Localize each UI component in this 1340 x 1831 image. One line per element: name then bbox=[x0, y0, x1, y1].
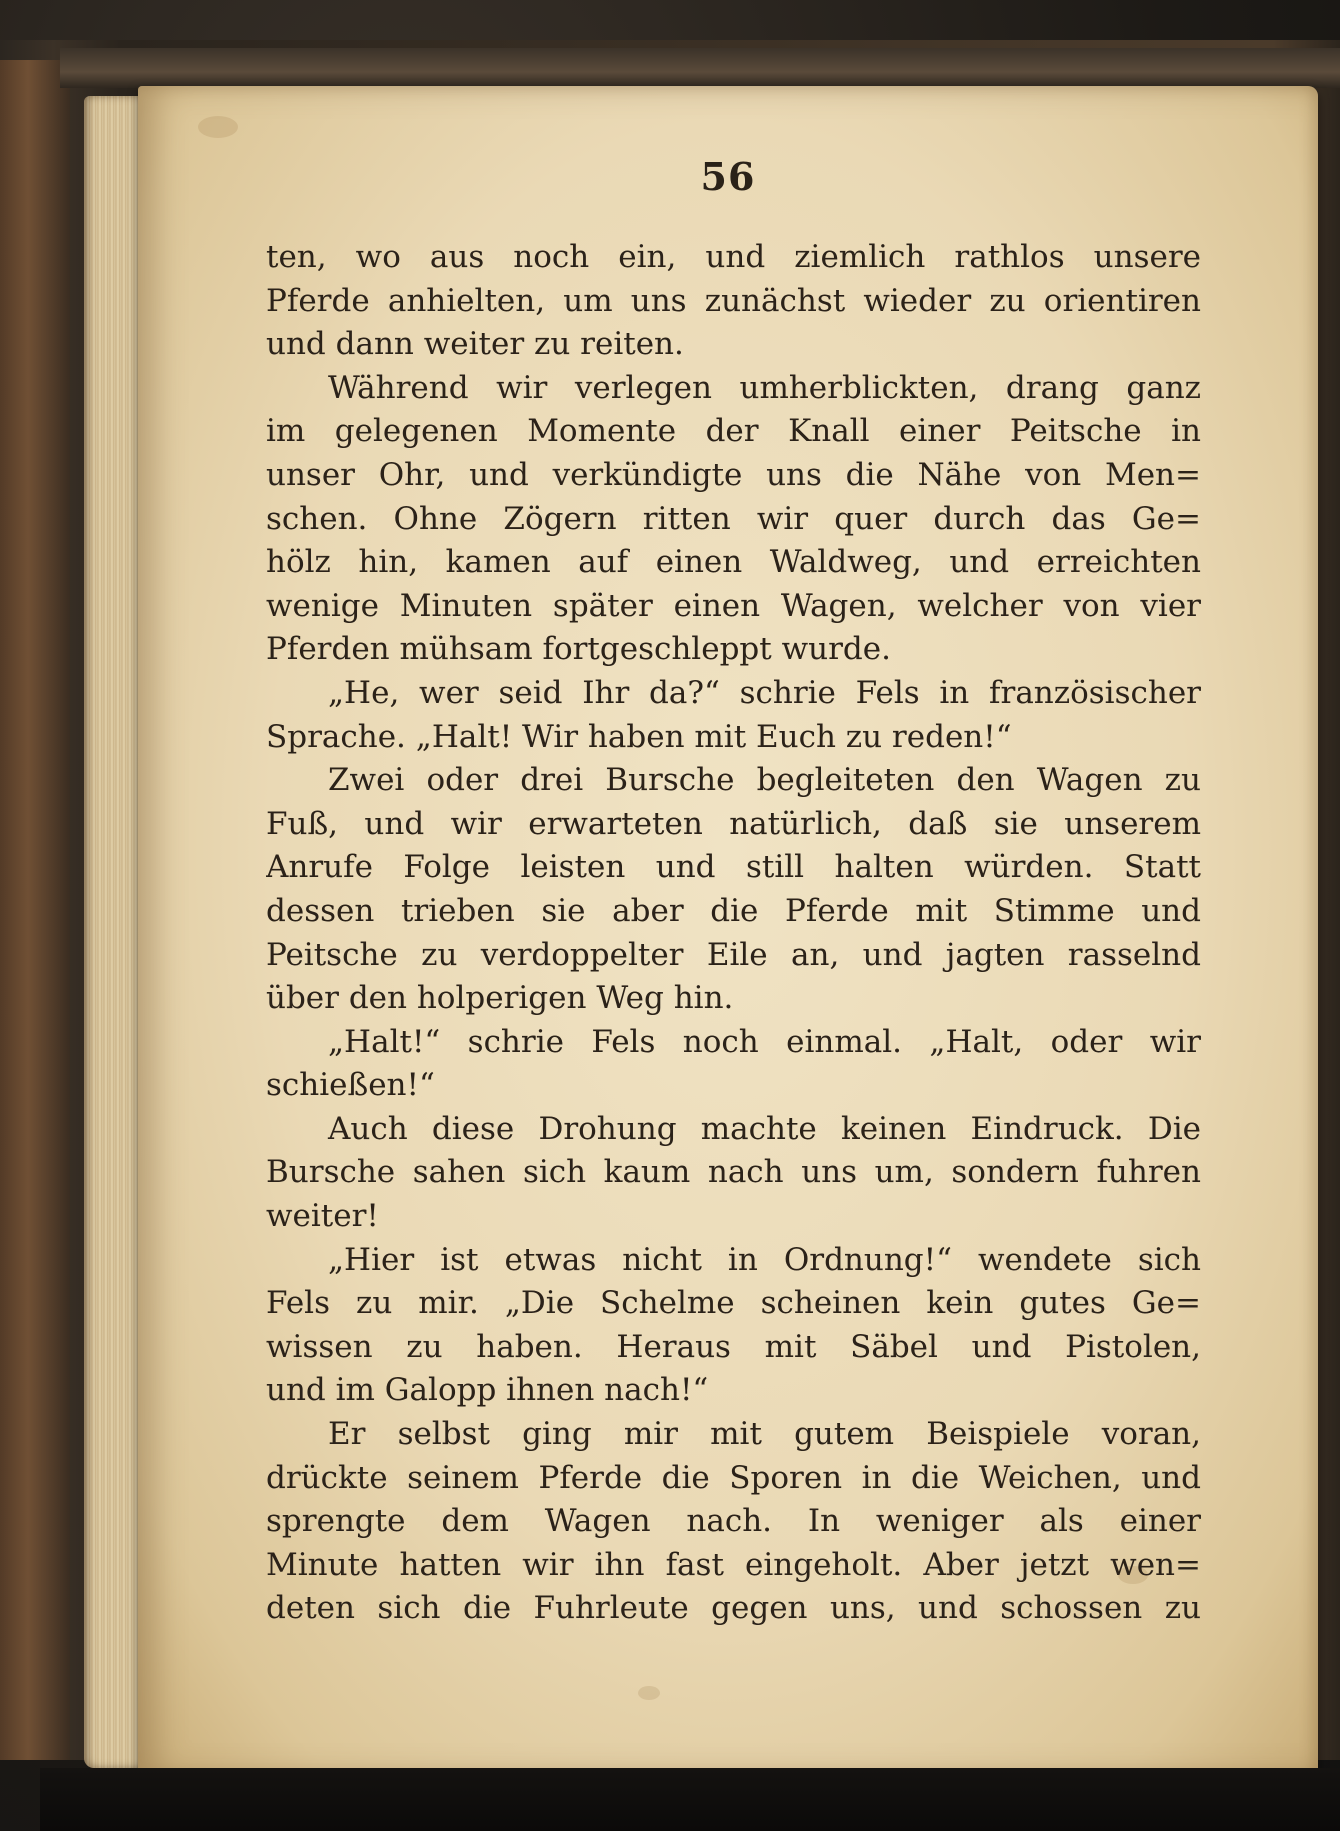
text-line: Minute hatten wir ihn fast eingeholt. Aber jetzt wen= bbox=[266, 1546, 1201, 1583]
page-text bbox=[266, 236, 1201, 1631]
text-line: ten, wo aus noch ein, und ziemlich rathlos unsere bbox=[266, 239, 1201, 275]
text-line: „He, wer seid Ihr da?“ schrie Fels in französischer bbox=[328, 674, 1201, 711]
text-line: dessen trieben sie aber die Pferde mit Stimme und bbox=[266, 892, 1201, 929]
text-line: im gelegenen Momente der Knall einer Peitsche in bbox=[266, 413, 1201, 450]
book-binding-edge bbox=[0, 60, 70, 1760]
text-line: „Hier ist etwas nicht in Ordnung!“ wendete sich bbox=[328, 1241, 1201, 1278]
text-line: Bursche sahen sich kaum nach uns um, sondern fuhren bbox=[266, 1154, 1201, 1191]
text-line: hölz hin, kamen auf einen Waldweg, und erreichten bbox=[266, 544, 1201, 581]
text-line: drückte seinem Pferde die Sporen in die Weichen, und bbox=[266, 1459, 1201, 1496]
text-line: unser Ohr, und verkündigte uns die Nähe von Men= bbox=[266, 456, 1201, 493]
text-line: Während wir verlegen umherblickten, drang ganz bbox=[328, 369, 1201, 406]
text-line: Sprache. „Halt! Wir haben mit Euch zu reden!“ bbox=[266, 718, 1012, 755]
scan-bottom-edge bbox=[40, 1768, 1340, 1831]
text-line: wissen zu haben. Heraus mit Säbel und Pistolen, bbox=[266, 1328, 1201, 1365]
text-line: Pferde anhielten, um uns zunächst wieder zu orientiren bbox=[266, 282, 1201, 319]
text-line: weiter! bbox=[266, 1198, 379, 1235]
text-line: Er selbst ging mir mit gutem Beispiele voran, bbox=[328, 1416, 1201, 1453]
book-cover-top bbox=[60, 48, 1340, 88]
text-line: Pferden mühsam fortgeschleppt wurde. bbox=[266, 631, 891, 668]
text-line: schießen!“ bbox=[266, 1067, 435, 1104]
text-line: schen. Ohne Zögern ritten wir quer durch das Ge= bbox=[266, 500, 1201, 537]
book-page bbox=[138, 86, 1318, 1776]
page-block-edges bbox=[84, 96, 146, 1768]
text-line: deten sich die Fuhrleute gegen uns, und schossen zu bbox=[266, 1590, 1201, 1627]
text-line: und im Galopp ihnen nach!“ bbox=[266, 1372, 709, 1409]
text-line: und dann weiter zu reiten. bbox=[266, 326, 684, 363]
text-line: Auch diese Drohung machte keinen Eindruck. Die bbox=[328, 1110, 1201, 1147]
text-line: Fels zu mir. „Die Schelme scheinen kein gutes Ge= bbox=[266, 1285, 1201, 1322]
text-line: Anrufe Folge leisten und still halten würden. Statt bbox=[266, 849, 1201, 886]
text-line: Peitsche zu verdoppelter Eile an, und jagten rasselnd bbox=[266, 936, 1201, 973]
text-line: Fuß, und wir erwarteten natürlich, daß sie unserem bbox=[266, 805, 1201, 842]
text-line: „Halt!“ schrie Fels noch einmal. „Halt, oder wir bbox=[328, 1023, 1201, 1060]
page-number: 56 bbox=[700, 154, 756, 199]
text-line: wenige Minuten später einen Wagen, welcher von vier bbox=[266, 587, 1201, 624]
text-line: sprengte dem Wagen nach. In weniger als einer bbox=[266, 1503, 1201, 1540]
text-line: über den holperigen Weg hin. bbox=[266, 980, 734, 1017]
text-line: Zwei oder drei Bursche begleiteten den Wagen zu bbox=[328, 762, 1201, 799]
foxing-spot bbox=[198, 116, 238, 138]
foxing-spot bbox=[638, 1686, 660, 1700]
